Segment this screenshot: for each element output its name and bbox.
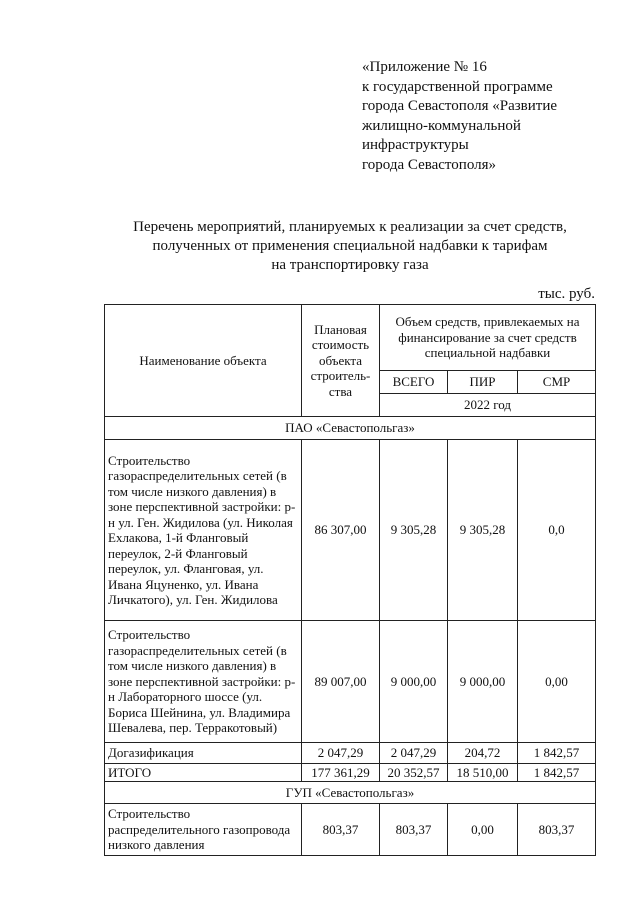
header-pir: ПИР — [448, 371, 518, 394]
pir-value: 9 305,28 — [448, 440, 518, 621]
total-value: 9 000,00 — [380, 621, 448, 743]
planned-cost-value: 89 007,00 — [302, 621, 380, 743]
planned-cost-value: 86 307,00 — [302, 440, 380, 621]
header-total: ВСЕГО — [380, 371, 448, 394]
appendix-note — [362, 58, 557, 175]
pir-value: 9 000,00 — [448, 621, 518, 743]
funding-table — [104, 304, 596, 856]
object-name: Строительство газораспределительных сетей (в том числе низкого давления) в зоне перспективной застройки: р-н Лабораторного шоссе (ул. Бориса Шейнина, ул. Владимира Шевалева, пер. Терракотовый) — [105, 621, 302, 743]
object-name: Строительство газораспределительных сетей (в том числе низкого давления) в зоне перспективной застройки: р-н ул. Ген. Жидилова (ул. Николая Ехлакова, 1-й Фланговый переулок, 2-й Фланговый переулок, ул. Фланговая, ул. Ивана Яцуненко, ул. Ивана Личкатого), ул. Ген. Жидилова — [105, 440, 302, 621]
title-line: Перечень мероприятий, планируемых к реализации за счет средств, — [133, 219, 567, 235]
appendix-line: города Севастополя» — [362, 156, 497, 173]
appendix-line: «Приложение № 16 — [362, 59, 487, 75]
smr-value: 1 842,57 — [518, 743, 596, 764]
appendix-line: жилищно-коммунальной — [362, 117, 521, 134]
header-funds: Объем средств, привлекаемых на финансирование за счет средств специальной надбавки — [380, 305, 596, 371]
document-title — [100, 218, 600, 275]
header-year: 2022 год — [380, 394, 596, 417]
total-value: 20 352,57 — [380, 764, 448, 782]
appendix-line: к государственной программе — [362, 78, 553, 95]
header-object-name: Наименование объекта — [105, 305, 302, 417]
planned-cost-value: 803,37 — [302, 804, 380, 856]
smr-value: 0,0 — [518, 440, 596, 621]
pir-value: 18 510,00 — [448, 764, 518, 782]
header-smr: СМР — [518, 371, 596, 394]
appendix-line: города Севастополя «Развитие — [362, 98, 558, 114]
smr-value: 0,00 — [518, 621, 596, 743]
planned-cost-value: 2 047,29 — [302, 743, 380, 764]
total-value: 9 305,28 — [380, 440, 448, 621]
section-title: ПАО «Севастопольгаз» — [105, 417, 596, 440]
title-line: полученных от применения специальной надбавки к тарифам — [152, 238, 548, 254]
smr-value: 1 842,57 — [518, 764, 596, 782]
total-row-label: ИТОГО — [105, 764, 302, 782]
planned-cost-value: 177 361,29 — [302, 764, 380, 782]
total-value: 803,37 — [380, 804, 448, 856]
units-label: тыс. руб. — [538, 286, 595, 302]
pir-value: 0,00 — [448, 804, 518, 856]
header-planned-cost: Плановая стоимость объекта строитель-ства — [302, 305, 380, 417]
appendix-line: инфраструктуры — [362, 137, 469, 153]
total-value: 2 047,29 — [380, 743, 448, 764]
object-name: Догазификация — [105, 743, 302, 764]
smr-value: 803,37 — [518, 804, 596, 856]
object-name: Строительство распределительного газопровода низкого давления — [105, 804, 302, 856]
section-title: ГУП «Севастопольгаз» — [105, 782, 596, 804]
pir-value: 204,72 — [448, 743, 518, 764]
title-line: на транспортировку газа — [271, 257, 429, 273]
